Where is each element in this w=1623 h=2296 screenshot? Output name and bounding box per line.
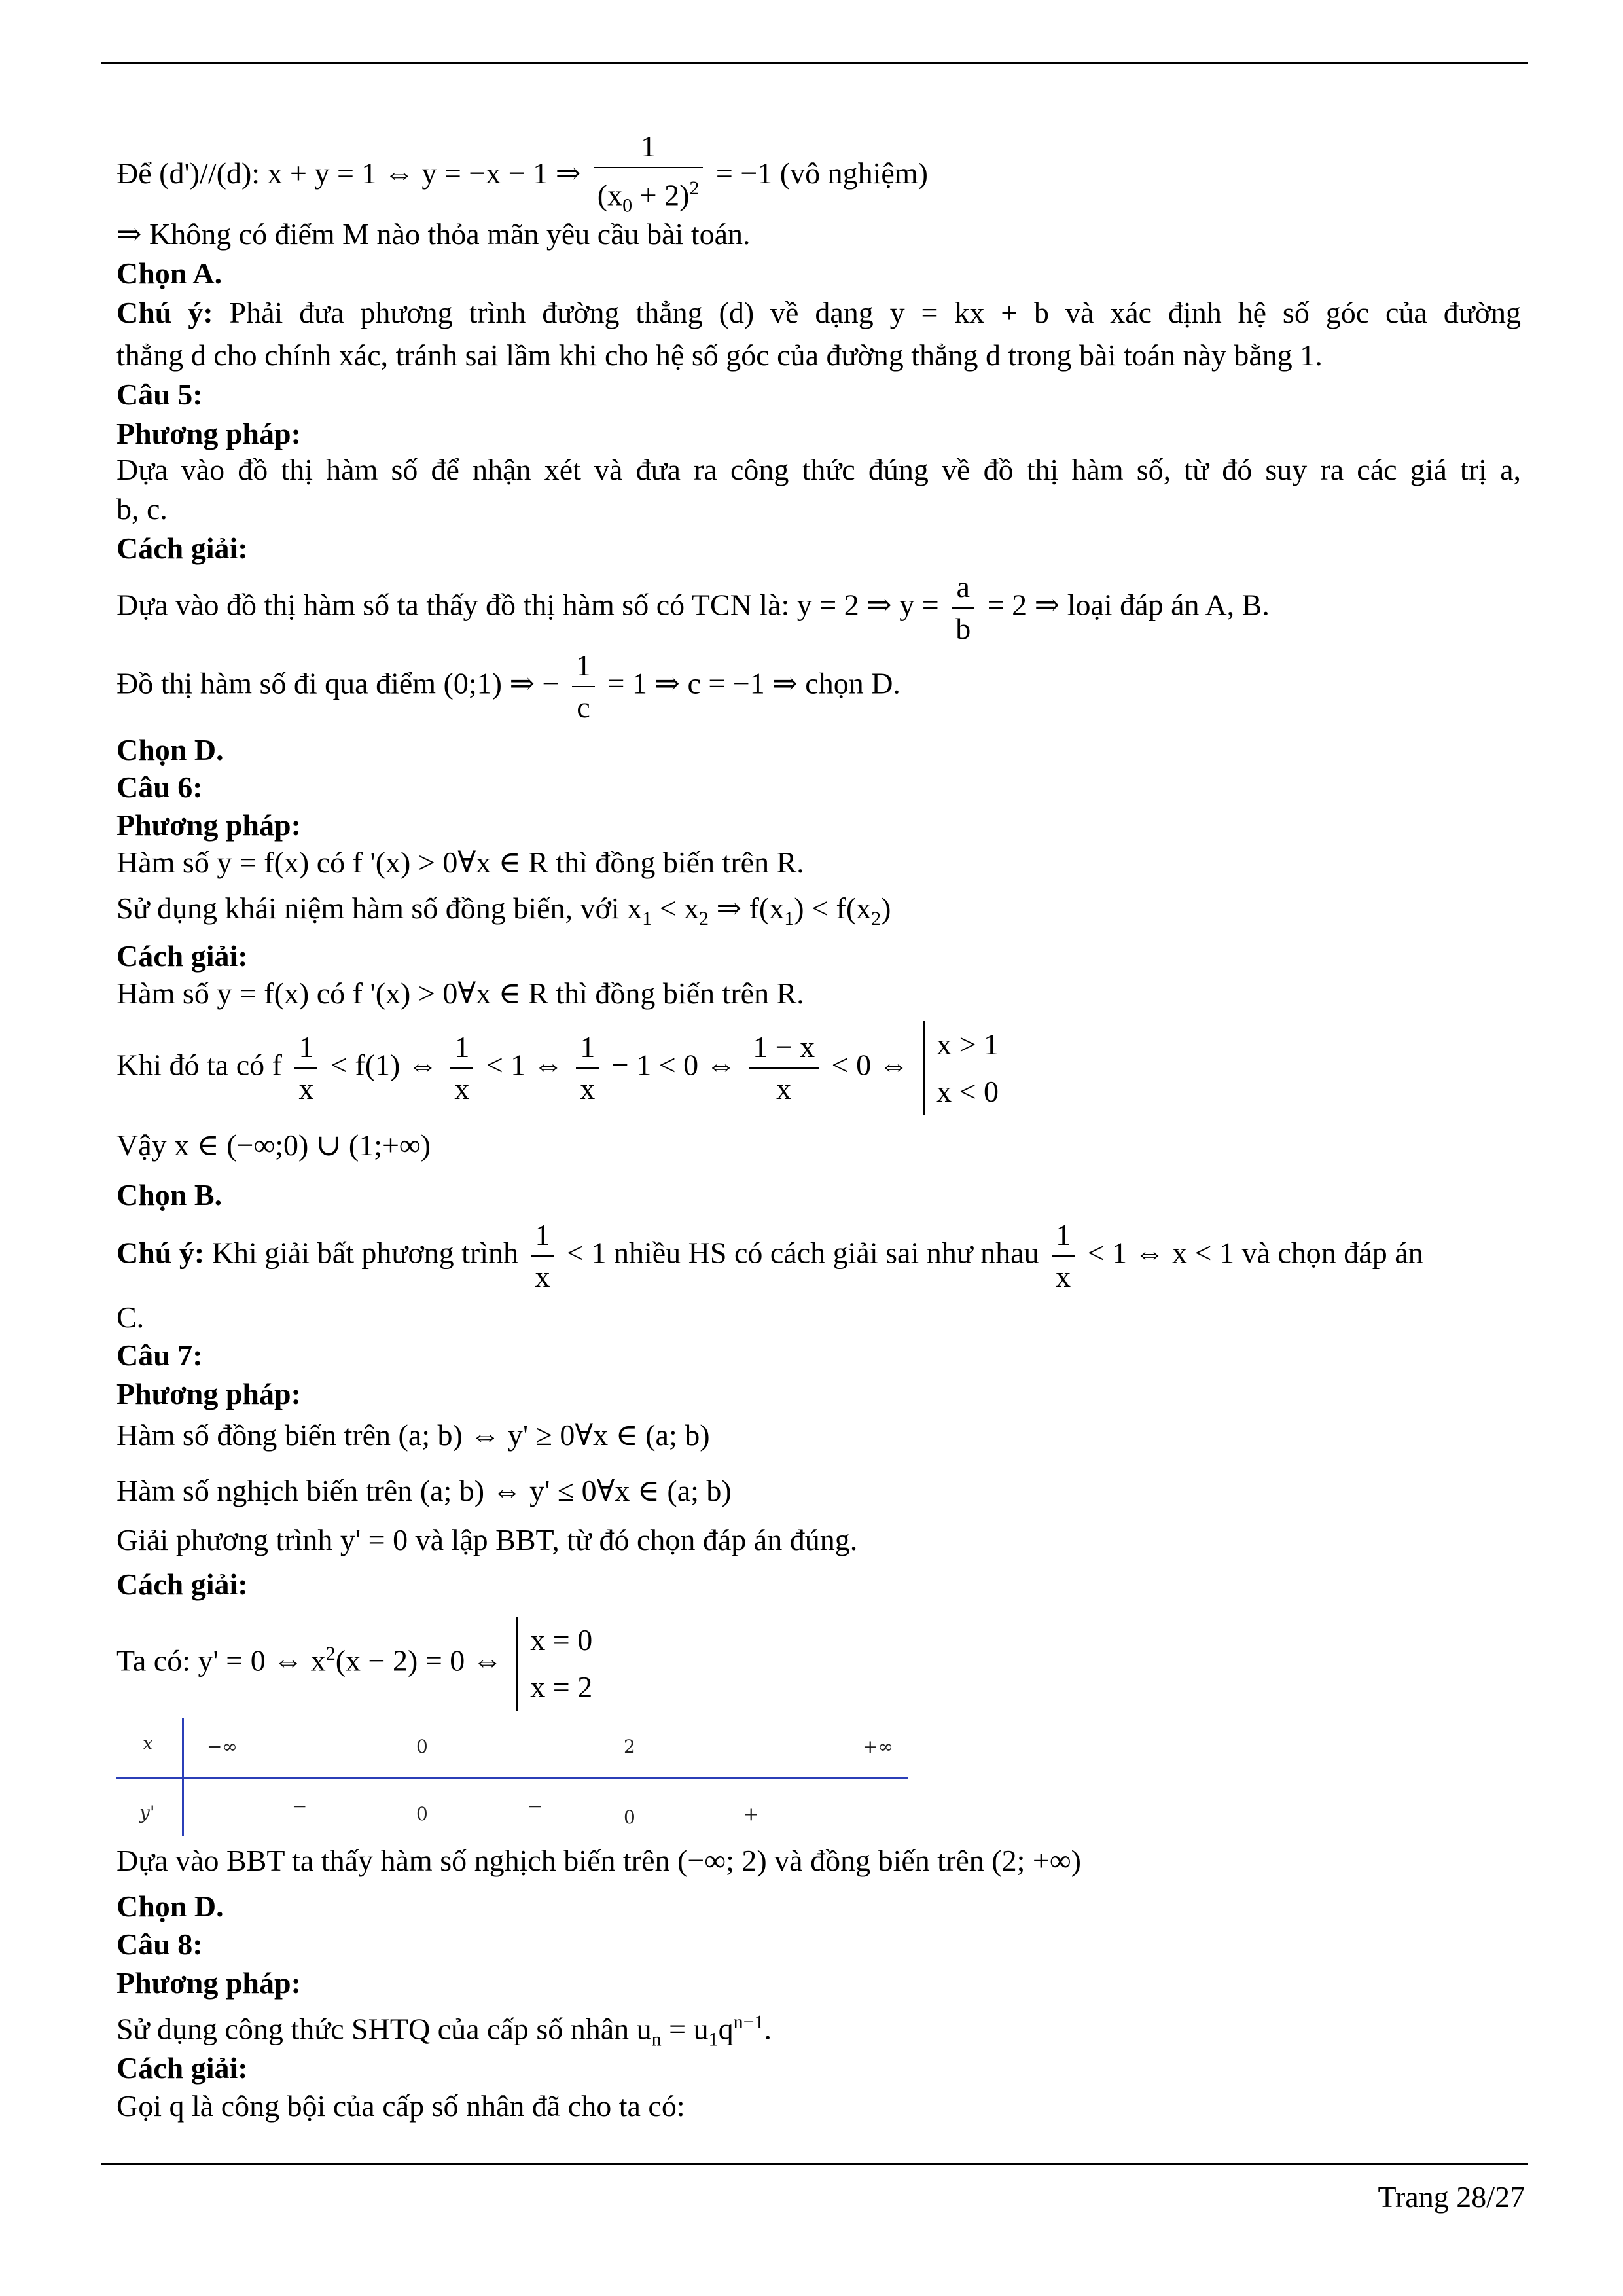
answer-choice: Chọn D. xyxy=(116,733,224,766)
table-label-x: x xyxy=(143,1732,153,1754)
table-yprime-value: − xyxy=(527,1795,543,1817)
method-text-continued: b, c. xyxy=(116,492,168,526)
method-text: Hàm số y = f(x) có f '(x) > 0∀x ∈ R thì đồng biến trên R. xyxy=(116,846,804,879)
question-heading: Câu 5: xyxy=(116,378,203,411)
fraction: $\frac{1}{x}$ xyxy=(576,1028,599,1108)
fraction: $\frac{a}{b}$ xyxy=(952,568,974,648)
solution-text: Gọi q là công bội của cấp số nhân đã cho ta có: xyxy=(116,2089,685,2123)
question-heading: Câu 7: xyxy=(116,1338,203,1372)
variation-table xyxy=(116,1718,908,1836)
note-line-continued: C. xyxy=(116,1300,145,1334)
note-line: Chú ý: Khi giải bất phương trình $\frac{1}{x}$ < 1 nhiều HS có cách giải sai như nhau $\frac{1}{x}$ < 1 ⇔ x < 1 và chọn đáp án xyxy=(116,1216,1423,1296)
table-divider-horizontal xyxy=(116,1777,908,1779)
method-heading: Phương pháp: xyxy=(116,808,301,842)
method-heading: Phương pháp: xyxy=(116,1377,301,1410)
solution-heading: Cách giải: xyxy=(116,1568,248,1601)
solution-heading: Cách giải: xyxy=(116,2051,248,2085)
header-rule xyxy=(101,62,1528,64)
table-divider-vertical xyxy=(182,1718,184,1836)
fraction: $\frac{1}{(x_0 + 2)^2}$ xyxy=(594,128,704,225)
line-parallel-condition: Để (d')//(d): x + y = 1 ⇔ y = −x − 1 ⇒ $\frac{1}{(x_0 + 2)^2}$ = −1 (vô nghiệm) xyxy=(116,128,928,225)
solution-heading: Cách giải: xyxy=(116,531,248,565)
footer-rule xyxy=(101,2163,1528,2165)
table-yprime-value: − xyxy=(292,1795,308,1817)
solution-system: x > 1 x < 0 xyxy=(923,1021,999,1115)
method-text: Sử dụng khái niệm hàm số đồng biến, với $x_1 < x_2$ ⇒ $f(x_1) < f(x_2)$ xyxy=(116,891,891,930)
fraction: $\frac{1}{c}$ xyxy=(572,647,595,726)
page-number: Trang 28/27 xyxy=(1378,2180,1525,2214)
line-derivative: Ta có: y' = 0 ⇔ $x^2(x - 2) = 0$ ⇔ x = 0 x = 2 xyxy=(116,1617,592,1711)
bbt-conclusion: Dựa vào BBT ta thấy hàm số nghịch biến trên (−∞; 2) và đồng biến trên (2; +∞) xyxy=(116,1844,1081,1877)
fraction: $\frac{1}{x}$ xyxy=(450,1028,473,1108)
question-heading: Câu 6: xyxy=(116,770,203,804)
solution-text: Hàm số y = f(x) có f '(x) > 0∀x ∈ R thì đồng biến trên R. xyxy=(116,977,804,1010)
table-x-value: +∞ xyxy=(863,1736,893,1757)
fraction: $\frac{1}{x}$ xyxy=(1052,1216,1075,1296)
method-text: Sử dụng công thức SHTQ của cấp số nhân $u_n = u_1q^{n-1}$. xyxy=(116,2011,772,2051)
note-line-continued: thẳng d cho chính xác, tránh sai lầm khi cho hệ số góc của đường thẳng d trong bài toán này bằng 1. xyxy=(116,338,1323,372)
solution-heading: Cách giải: xyxy=(116,939,248,973)
answer-choice: Chọn D. xyxy=(116,1890,224,1923)
method-heading: Phương pháp: xyxy=(116,417,301,450)
table-x-value: 0 xyxy=(416,1736,428,1757)
method-text: Giải phương trình y' = 0 và lập BBT, từ đó chọn đáp án đúng. xyxy=(116,1523,858,1556)
question-heading: Câu 8: xyxy=(116,1928,203,1961)
line-inequality: Khi đó ta có f $\frac{1}{x}$ < f(1) ⇔ $\frac{1}{x}$ < 1 ⇔ $\frac{1}{x}$ − 1 < 0 ⇔ $\frac{1 - x}{x}$ < 0 ⇔ x > 1 x < 0 xyxy=(116,1021,999,1115)
table-x-value: 2 xyxy=(624,1736,635,1757)
method-text: Hàm số nghịch biến trên (a; b) ⇔ y' ≤ 0∀x ∈ (a; b) xyxy=(116,1474,732,1507)
table-yprime-value: + xyxy=(743,1803,759,1825)
table-yprime-value: 0 xyxy=(416,1803,428,1825)
fraction: $\frac{1}{x}$ xyxy=(294,1028,317,1108)
method-text: Dựa vào đồ thị hàm số để nhận xét và đưa ra công thức đúng về đồ thị hàm số, từ đó suy ra các giá trị a, xyxy=(116,453,1521,486)
line-asymptote: Dựa vào đồ thị hàm số ta thấy đồ thị hàm số có TCN là: y = 2 ⇒ y = $\frac{a}{b}$ = 2 ⇒ loại đáp án A, B. xyxy=(116,568,1270,648)
line-conclusion: ⇒ Không có điểm M nào thỏa mãn yêu cầu bài toán. xyxy=(116,217,751,251)
method-text: Hàm số đồng biến trên (a; b) ⇔ y' ≥ 0∀x ∈ (a; b) xyxy=(116,1418,710,1452)
table-label-yprime: y' xyxy=(139,1802,155,1823)
table-yprime-value: 0 xyxy=(624,1806,635,1828)
note-line: Chú ý: Phải đưa phương trình đường thẳng (d) về dạng y = kx + b và xác định hệ số góc của đường xyxy=(116,296,1521,329)
method-heading: Phương pháp: xyxy=(116,1966,301,2000)
table-x-value: −∞ xyxy=(207,1736,238,1757)
answer-choice: Chọn B. xyxy=(116,1178,223,1211)
line-point: Đồ thị hàm số đi qua điểm (0;1) ⇒ − $\frac{1}{c}$ = 1 ⇒ c = −1 ⇒ chọn D. xyxy=(116,647,901,726)
solution-system: x = 0 x = 2 xyxy=(516,1617,592,1711)
solution-set: Vậy x ∈ (−∞;0) ∪ (1;+∞) xyxy=(116,1128,431,1162)
answer-choice: Chọn A. xyxy=(116,257,223,290)
fraction: $\frac{1}{x}$ xyxy=(531,1216,554,1296)
fraction: $\frac{1 - x}{x}$ xyxy=(749,1028,819,1108)
